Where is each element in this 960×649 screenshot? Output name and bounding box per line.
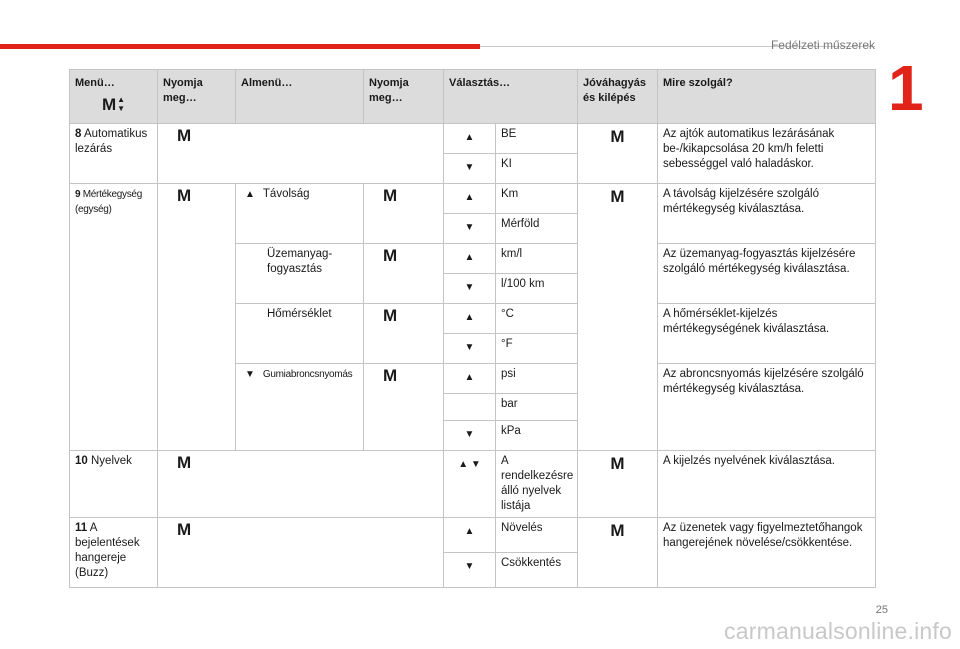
submenu-cell: ▼ Gumiabroncsnyomás bbox=[236, 364, 364, 451]
description-cell: A távolság kijelzésére szolgáló mértékegység kiválasztása. bbox=[658, 184, 876, 244]
empty-arrow-cell bbox=[444, 394, 496, 421]
press-cell bbox=[158, 124, 444, 184]
confirm-cell bbox=[578, 451, 658, 518]
press-cell bbox=[364, 184, 444, 244]
confirm-cell bbox=[578, 518, 658, 588]
m-button-icon: M bbox=[177, 520, 192, 539]
up-arrow-icon: ▲ bbox=[444, 518, 496, 553]
description-cell: Az abroncsnyomás kijelzésére szolgáló mértékegység kiválasztása. bbox=[658, 364, 876, 451]
watermark: carmanualsonline.info bbox=[724, 618, 952, 644]
m-button-icon: M bbox=[177, 186, 192, 205]
table-row bbox=[70, 184, 876, 214]
description-cell: Az üzemanyag-fogyasztás kijelzésére szolgáló mértékegység kiválasztása. bbox=[658, 244, 876, 304]
up-arrow-icon: ▲ bbox=[444, 364, 496, 394]
up-arrow-icon: ▲ bbox=[444, 304, 496, 334]
col-header-menu: Menü… M ▲ ▼ bbox=[70, 70, 158, 124]
col-header-confirm: Jóváhagyás és kilépés bbox=[578, 70, 658, 124]
option-cell: l/100 km bbox=[496, 274, 578, 304]
submenu-down-arrow-icon: ▼ bbox=[245, 369, 255, 380]
m-button-icon: M bbox=[383, 246, 398, 265]
menu-cell: 8 Automatikus lezárás bbox=[70, 124, 158, 184]
col-header-submenu: Almenü… bbox=[236, 70, 364, 124]
section-title: Fedélzeti műszerek bbox=[770, 38, 875, 52]
description-cell: Az ajtók automatikus lezárásának be-/kikapcsolása 20 km/h feletti sebességgel való haladáskor. bbox=[658, 124, 876, 184]
option-cell: BE bbox=[496, 124, 578, 154]
down-arrow-icon: ▼ bbox=[444, 154, 496, 184]
option-cell: °F bbox=[496, 334, 578, 364]
down-arrow-icon: ▼ bbox=[444, 421, 496, 451]
menu-cell: 11 A bejelentések hangereje (Buzz) bbox=[70, 518, 158, 588]
option-cell: Növelés bbox=[496, 518, 578, 553]
col-header-press: Nyomja meg… bbox=[158, 70, 236, 124]
col-header-press-2: Nyomja meg… bbox=[364, 70, 444, 124]
table-header-row bbox=[70, 70, 876, 124]
m-button-icon: M bbox=[610, 454, 625, 473]
table-row bbox=[70, 518, 876, 553]
press-cell bbox=[364, 304, 444, 364]
chapter-number: 1 bbox=[888, 52, 924, 124]
submenu-up-arrow-icon: ▲ bbox=[245, 189, 255, 200]
option-cell: psi bbox=[496, 364, 578, 394]
description-cell: Az üzenetek vagy figyelmeztetőhangok hangerejének növelése/csökkentése. bbox=[658, 518, 876, 588]
m-button-icon: M bbox=[383, 366, 398, 385]
m-button-icon: M bbox=[610, 127, 625, 146]
menu-cell: 10 Nyelvek bbox=[70, 451, 158, 518]
down-arrow-icon: ▼ bbox=[444, 214, 496, 244]
confirm-cell bbox=[578, 184, 658, 451]
col-header-purpose: Mire szolgál? bbox=[658, 70, 876, 124]
down-arrow-icon: ▼ bbox=[444, 274, 496, 304]
submenu-cell: Hőmérséklet bbox=[236, 304, 364, 364]
m-button-icon: M bbox=[177, 453, 192, 472]
option-cell: kPa bbox=[496, 421, 578, 451]
option-cell: km/l bbox=[496, 244, 578, 274]
table-row bbox=[70, 124, 876, 154]
m-button-icon: M bbox=[177, 126, 192, 145]
option-cell: Km bbox=[496, 184, 578, 214]
col-header-select: Választás… bbox=[444, 70, 578, 124]
press-cell bbox=[158, 184, 236, 451]
submenu-cell: ▲ Távolság bbox=[236, 184, 364, 244]
description-cell: A kijelzés nyelvének kiválasztása. bbox=[658, 451, 876, 518]
m-button-icon: M bbox=[383, 306, 398, 325]
menu-cell: 9 Mértékegység (egység) bbox=[70, 184, 158, 451]
submenu-cell: Üzemanyag-fogyasztás bbox=[236, 244, 364, 304]
option-cell: Csökkentés bbox=[496, 553, 578, 588]
description-cell: A hőmérséklet-kijelzés mértékegységének kiválasztása. bbox=[658, 304, 876, 364]
menu-m-updown-icon: M ▲ ▼ bbox=[101, 94, 126, 114]
m-button-icon: M bbox=[610, 187, 625, 206]
m-button-icon: M bbox=[610, 521, 625, 540]
confirm-cell bbox=[578, 124, 658, 184]
table-row bbox=[70, 451, 876, 518]
page-number: 25 bbox=[875, 604, 888, 616]
press-cell bbox=[158, 518, 444, 588]
press-cell bbox=[364, 244, 444, 304]
press-cell bbox=[364, 364, 444, 451]
press-cell bbox=[158, 451, 444, 518]
header-red-bar bbox=[0, 44, 480, 49]
updown-arrow-icon: ▲ ▼ bbox=[444, 451, 496, 518]
up-arrow-icon: ▲ bbox=[444, 124, 496, 154]
option-cell: KI bbox=[496, 154, 578, 184]
option-cell: bar bbox=[496, 394, 578, 421]
up-arrow-icon: ▲ bbox=[444, 244, 496, 274]
option-cell: °C bbox=[496, 304, 578, 334]
option-cell: A rendelkezésre álló nyelvek listája bbox=[496, 451, 578, 518]
down-arrow-icon: ▼ bbox=[444, 334, 496, 364]
option-cell: Mérföld bbox=[496, 214, 578, 244]
down-arrow-icon: ▼ bbox=[444, 553, 496, 588]
up-arrow-icon: ▲ bbox=[444, 184, 496, 214]
menu-table bbox=[69, 69, 876, 588]
m-button-icon: M bbox=[383, 186, 398, 205]
